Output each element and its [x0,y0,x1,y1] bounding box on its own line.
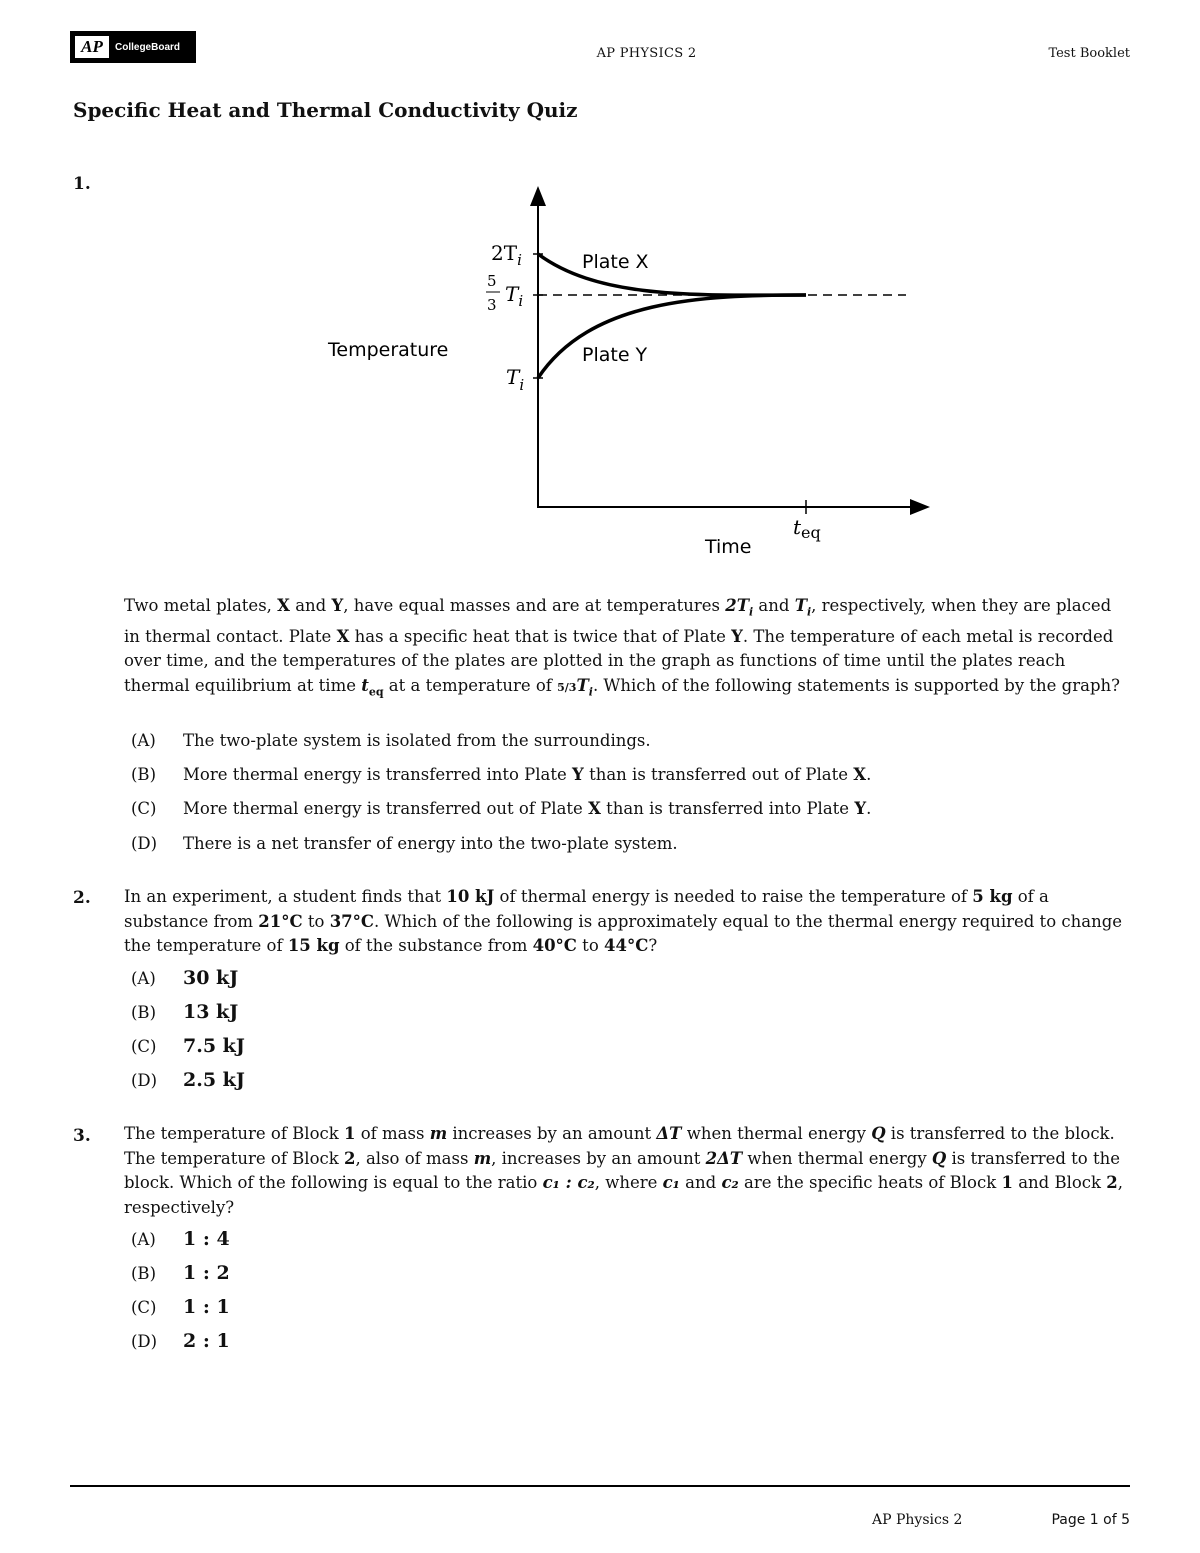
header-subject: AP PHYSICS 2 [596,46,697,61]
question-1-number: 1. [73,174,91,194]
plate-x-curve [538,254,806,295]
question-3-choice-b[interactable]: (B) 1 : 2 [131,1262,230,1284]
question-1-choice-d[interactable]: (D) There is a net transfer of energy into the two-plate system. [131,834,678,853]
y-label-frac-den: 3 [487,296,497,314]
question-2-number: 2. [73,888,91,908]
question-2-choice-b[interactable]: (B) 13 kJ [131,1001,239,1023]
question-3-number: 3. [73,1126,91,1146]
footer-page-number: Page 1 of 5 [1051,1512,1130,1528]
y-axis-title: Temperature [328,339,449,361]
x-axis-title: Time [705,536,752,558]
question-2-choice-d[interactable]: (D) 2.5 kJ [131,1069,245,1091]
question-2-choice-c[interactable]: (C) 7.5 kJ [131,1035,245,1057]
question-3-choice-d[interactable]: (D) 2 : 1 [131,1330,230,1352]
y-label-frac-t: $T_i$ [505,282,524,310]
plate-y-curve [538,295,806,378]
question-3-stem: The temperature of Block 1 of mass m increases by an amount ΔT when thermal energy Q is transferred to the block. The temperature of Block 2, also of mass m, increases by an amount 2ΔT when thermal energy Q is transferred to the block. Which of the following is equal to the ratio c₁ : c₂, where c₁ and c₂ are the specific heats of Block 1 and Block 2, respectively? [124,1124,1124,1217]
ap-logo-mark: AP [75,36,109,58]
y-label-ti: $T_i$ [506,365,525,394]
legend-plate-x: Plate X [582,251,649,273]
question-1-choice-b[interactable]: (B) More thermal energy is transferred into Plate Y than is transferred out of Plate X. [131,765,872,784]
collegeboard-wordmark: CollegeBoard [115,41,181,53]
y-label-frac-num: 5 [487,272,497,290]
y-label-2ti: $2T_i$ [491,241,522,269]
x-label-teq: $t_{eq}$ [793,515,821,542]
question-2-stem: In an experiment, a student finds that 10 kJ of thermal energy is needed to raise the temperature of 5 kg of a substance from 21°C to 37°C. Which of the following is approximately equal to the thermal energy required to change the temperature of 15 kg of the substance from 40°C to 44°C? [124,887,1123,955]
question-1-choice-a[interactable]: (A) The two-plate system is isolated from the surroundings. [131,731,651,750]
legend-plate-y: Plate Y [582,344,648,366]
page-title: Specific Heat and Thermal Conductivity Quiz [73,98,578,122]
footer-rule [70,1485,1130,1487]
header-booklet-label: Test Booklet [1048,46,1130,61]
question-1-choice-c[interactable]: (C) More thermal energy is transferred out of Plate X than is transferred into Plate Y. [131,799,872,818]
temperature-time-graph [0,0,1200,580]
question-1-stem: Two metal plates, X and Y, have equal masses and are at temperatures $2T_i$ and $T_i$, respectively, when they are placed in thermal contact. Plate X has a specific heat that is twice that of Plate Y. The temperature of each metal is recorded over time, and the temperatures of the plates are plotted in the graph as functions of time until the plates reach thermal equilibrium at time $t_{eq}$ at a temperature of $5/3T_i$. Which of the following statements is supported by the graph? [124,596,1120,699]
footer-course: AP Physics 2 [872,1512,963,1528]
question-2-choice-a[interactable]: (A) 30 kJ [131,967,239,989]
question-3-choice-a[interactable]: (A) 1 : 4 [131,1228,230,1250]
question-3-choice-c[interactable]: (C) 1 : 1 [131,1296,230,1318]
